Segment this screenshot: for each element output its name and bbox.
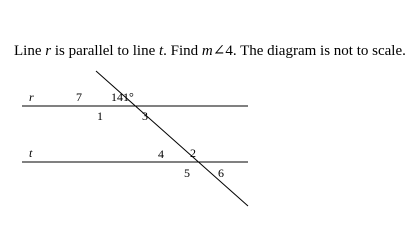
given-angle-label: 141° (111, 90, 134, 104)
prompt-text-4: 4. The diagram is not to scale. (225, 43, 406, 59)
angle-3-label: 3 (142, 109, 148, 123)
line-r-label: r (29, 90, 34, 104)
angle-4-label: 4 (158, 147, 164, 161)
prompt-text-1: Line (14, 43, 46, 59)
angle-6-label: 6 (218, 166, 224, 180)
prompt-angle-symbol: ∠ (212, 43, 226, 59)
prompt-var-m: m (201, 43, 213, 59)
angle-7-label: 7 (76, 90, 82, 104)
prompt-text-3: . Find (163, 43, 202, 59)
angle-2-label: 2 (190, 146, 196, 160)
prompt-var-r: r (45, 43, 52, 59)
prompt-text-2: is parallel to line (51, 43, 159, 59)
prompt-var-t: t (158, 43, 164, 59)
line-t-label: t (29, 146, 33, 160)
angle-1-label: 1 (97, 109, 103, 123)
angle-5-label: 5 (184, 166, 190, 180)
